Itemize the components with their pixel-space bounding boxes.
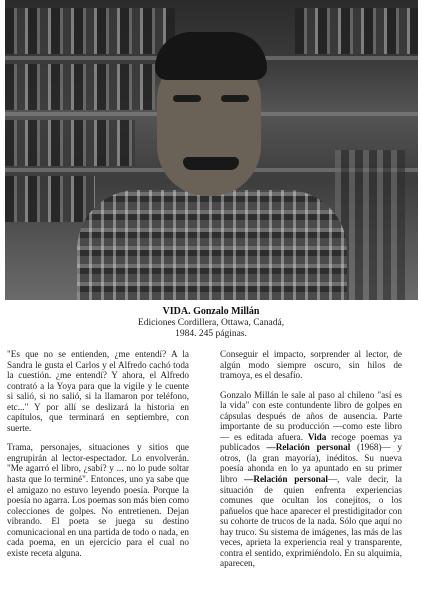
bookshelf-books: [5, 8, 175, 54]
right-eyebrow: [221, 95, 249, 102]
paragraph: [220, 390, 402, 569]
book-caption: [0, 306, 422, 341]
hair: [155, 32, 267, 80]
bookshelf-books: [5, 120, 135, 166]
text-run: recoge poemas ya publicados: [220, 431, 402, 453]
author-photograph: [5, 0, 418, 300]
paragraph: "Es que no se entienden, ¿me entendí? A la Sandra le gusta el Carlos y el Alfredo cachó toda la cuestión. ¿me entendí? Y ahora, el Alfredo contrató a la Yoya para que la vigile y le cuente si salió, si no salió, si la llamaron por teléfono, etc..." Y por allí se deslizará la historia en capítulos, que terminará en septiembre, con suerte.: [7, 349, 189, 433]
book-title: VIDA. Gonzalo Millán: [162, 306, 260, 317]
left-eyebrow: [173, 95, 201, 102]
bookshelf-books: [5, 176, 95, 222]
text-run: —, vale decir, la situación de quien enfrenta experiencias comunes que ocultan los conejitos, o los pañuelos que hace aparecer el prestidigitador con su cohorte de trucos de la nada. Sólo que aquí no hay truco. Su sistema de imágenes, las más de las veces, aprieta la experiencia real y transparente, contra el sentido, exprimiéndolo. En su alquimia, aparecen,: [220, 474, 402, 569]
mustache: [183, 157, 239, 170]
patterned-sweater: [77, 190, 347, 300]
left-column: [7, 349, 189, 600]
bookshelf-books: [295, 8, 418, 54]
book-name-bold: —Relación personal: [266, 442, 351, 453]
text-run: Gonzalo Millán le sale al paso al chileno "así es la vida" con este contundente libro de golpes en cápsulas después de años de ausencia. Parte importante de su producción —como este libro— es editada afuera.: [220, 389, 402, 442]
text-run: (1968)— y otros, (la gran mayoría), inéditos. Su nueva poesía ahonda en lo ya apuntado en su primer libro: [220, 442, 402, 485]
paragraph: Trama, personajes, situaciones y sitios que engrupirán al lector-espectador. Lo envolverán. "Me agarró el libro, ¿sabí? y ... no lo pude soltar hasta que lo terminé". Entonces, uno ya sabe que el amigazo no estuvo leyendo poesía. Porque la poesía no agarra. Los poemas son más bien como colecciones de golpes. No entretienen. Dejan vibrando. El poeta se juega su destino comunicacional en una partida de todo o nada, en cada poema, en un ejercicio para el cual no existe receta alguna.: [7, 442, 189, 558]
right-column: [220, 349, 402, 600]
publisher-line: Ediciones Cordillera, Ottawa, Canadá,: [137, 317, 285, 328]
book-name-bold: —Relación personal: [244, 474, 328, 485]
bookshelf-books: [5, 64, 155, 110]
year-pages-line: 1984. 245 páginas.: [175, 329, 247, 339]
book-name-bold: Vida: [307, 431, 327, 442]
paragraph: Conseguir el impacto, sorprender al lector, de algún modo siempre oscuro, sin hilos de tramoya, es el desafío.: [220, 349, 402, 381]
